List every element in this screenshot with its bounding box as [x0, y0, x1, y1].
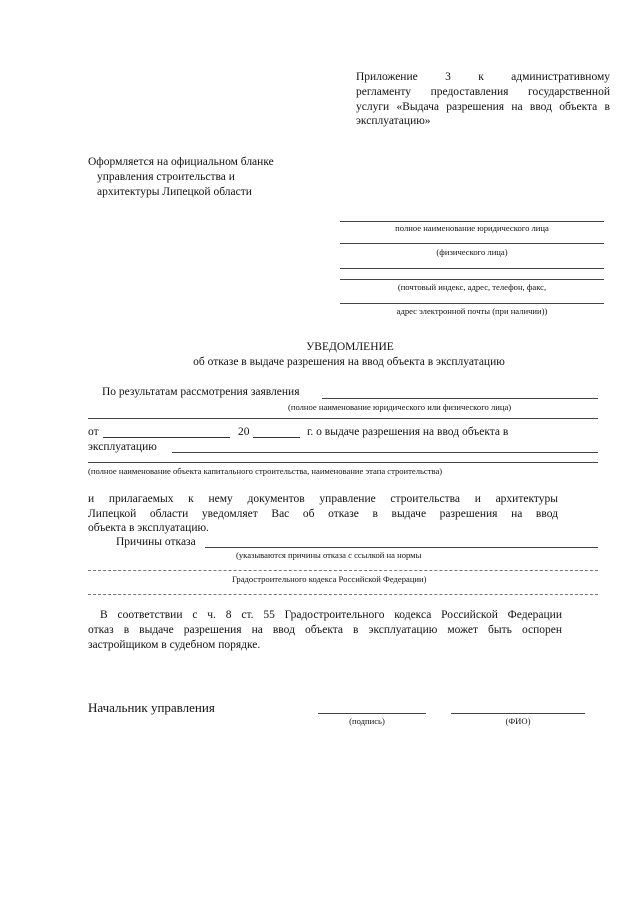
object-line-2: [88, 462, 598, 463]
year-label: 20: [238, 426, 250, 438]
review-caption: (полное наименование юридического или физического лица): [288, 402, 512, 412]
recipient-line-1: [340, 221, 604, 222]
appendix-line-4: эксплуатацию»: [356, 115, 431, 127]
recipient-caption-address: (почтовый индекс, адрес, телефон, факс,: [397, 282, 547, 292]
appeal-line-2: отказ в выдаче разрешения на ввод объекта в эксплуатацию может быть оспорен: [88, 624, 562, 636]
name-line: [451, 713, 585, 714]
applicant-line-2: [88, 418, 598, 419]
recipient-line-4: [340, 279, 604, 280]
year-line: [253, 437, 300, 438]
reasons-line-3: [88, 594, 598, 595]
appendix-line-1: Приложение 3 к административному: [356, 71, 610, 83]
notice-line-3: объекта в эксплуатацию.: [88, 522, 209, 534]
appeal-line-1: В соответствии с ч. 8 ст. 55 Градостроительного кодекса Российской Федерации: [100, 609, 562, 621]
object-line: [172, 452, 598, 453]
signature-caption: (подпись): [349, 716, 385, 726]
recipient-line-5: [340, 303, 604, 304]
applicant-line: [322, 398, 598, 399]
blank-note-line-3: архитектуры Липецкой области: [97, 186, 252, 198]
reasons-caption-2: Градостроительного кодекса Российской Федерации): [232, 574, 427, 584]
appendix-line-3: услуги «Выдача разрешения на ввод объекта в: [356, 101, 610, 113]
from-label: от: [88, 426, 99, 438]
operation-label: эксплуатацию: [88, 441, 157, 453]
recipient-caption-email: адрес электронной почты (при наличии)): [396, 306, 548, 316]
appendix-line-2: регламенту предоставления государственной: [356, 86, 610, 98]
review-label: По результатам рассмотрения заявления: [102, 386, 300, 398]
signature-line: [318, 713, 426, 714]
date-line: [103, 437, 230, 438]
reasons-caption-1: (указываются причины отказа с ссылкой на нормы: [236, 550, 422, 560]
appeal-line-3: застройщиком в судебном порядке.: [88, 639, 261, 651]
reasons-line-2: [88, 570, 598, 571]
recipient-line-2: [340, 243, 604, 244]
blank-note-line-2: управления строительства и: [97, 171, 235, 183]
name-caption: (ФИО): [505, 716, 531, 726]
document-title: УВЕДОМЛЕНИЕ: [306, 341, 394, 353]
notice-line-1: и прилагаемых к нему документов управление строительства и архитектуры: [88, 493, 558, 505]
blank-note-line-1: Оформляется на официальном бланке: [88, 156, 274, 168]
recipient-line-3: [340, 268, 604, 269]
signatory-position: Начальник управления: [88, 700, 215, 715]
year-suffix: г. о выдаче разрешения на ввод объекта в: [307, 426, 509, 438]
notice-line-2: Липецкой области уведомляет Вас об отказе в выдаче разрешения на ввод: [88, 508, 558, 520]
recipient-caption-physical: (физического лица): [436, 247, 508, 257]
recipient-caption-legal: полное наименование юридического лица: [395, 223, 549, 233]
document-subtitle: об отказе в выдаче разрешения на ввод объекта в эксплуатацию: [193, 356, 505, 368]
object-caption: (полное наименование объекта капитального строительства, наименование этапа строительства): [88, 466, 443, 476]
reasons-line: [205, 547, 598, 548]
reasons-label: Причины отказа: [116, 536, 196, 548]
